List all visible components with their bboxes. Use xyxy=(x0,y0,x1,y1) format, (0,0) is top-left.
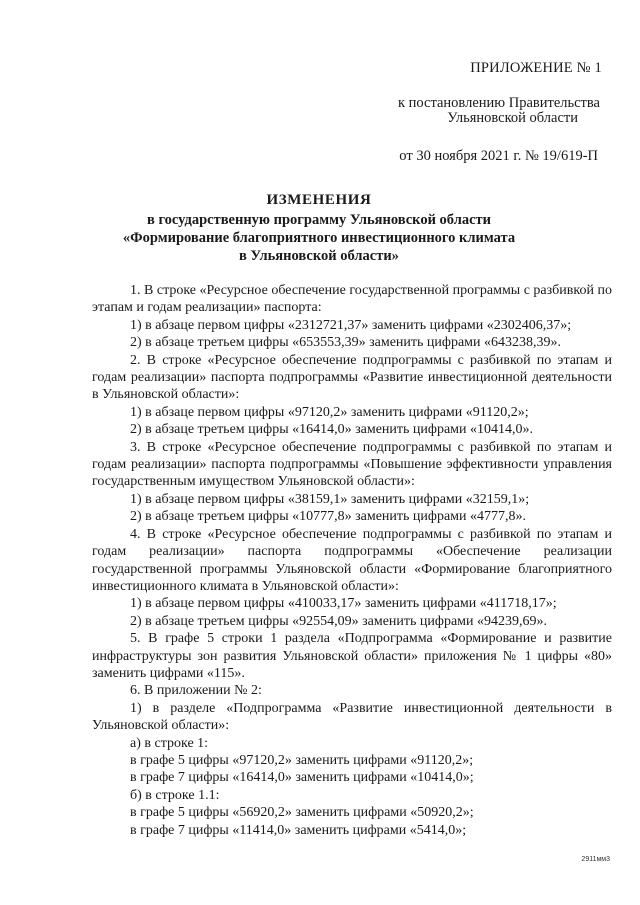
document-title: ИЗМЕНЕНИЯ xyxy=(266,192,372,208)
title-line-3: в Ульяновской области» xyxy=(239,248,399,264)
document-code: 2911мм3 xyxy=(581,856,610,863)
paragraph: 2) в абзаце третьем цифры «92554,09» заменить цифрами «94239,69». xyxy=(130,613,548,629)
document-body xyxy=(92,282,612,839)
resolution-date-number: от 30 ноября 2021 г. № 19/619-П xyxy=(399,148,598,164)
paragraph: в графе 7 цифры «16414,0» заменить цифрами «10414,0»; xyxy=(130,770,474,786)
paragraph: в графе 5 цифры «56920,2» заменить цифрами «50920,2»; xyxy=(130,805,474,821)
paragraph: б) в строке 1.1: xyxy=(130,787,220,803)
paragraph: 2) в абзаце третьем цифры «10777,8» заменить цифрами «4777,8». xyxy=(130,509,527,525)
paragraph: 5. В графе 5 строки 1 раздела «Подпрограмма «Формирование и развитие инфраструктуры зон развития Ульяновской области» приложения № 1 цифры «80» заменить цифрами «115». xyxy=(92,631,612,681)
paragraph: 4. В строке «Ресурсное обеспечение подпрограммы с разбивкой по этапам и годам реализации» паспорта подпрограммы «Обеспечение реализации государственной программы Ульяновской области «Формирование благоприятного инвестиционного климата в Ульяновской области»: xyxy=(92,526,612,594)
paragraph: а) в строке 1: xyxy=(130,735,209,751)
paragraph: в графе 7 цифры «11414,0» заменить цифрами «5414,0»; xyxy=(130,822,467,838)
region-name: Ульяновской области xyxy=(447,110,578,126)
resolution-reference: к постановлению Правительства xyxy=(398,95,600,111)
paragraph: 1) в разделе «Подпрограмма «Развитие инвестиционной деятельности в Ульяновской области»: xyxy=(92,700,612,734)
paragraph: 1) в абзаце первом цифры «97120,2» заменить цифрами «91120,2»; xyxy=(130,404,529,420)
title-line-1: в государственную программу Ульяновской области xyxy=(146,212,491,228)
appendix-label: ПРИЛОЖЕНИЕ № 1 xyxy=(470,60,602,76)
paragraph: 2. В строке «Ресурсное обеспечение подпрограммы с разбивкой по этапам и годам реализации» паспорта подпрограммы «Развитие инвестиционной деятельности в Ульяновской области»: xyxy=(92,352,612,403)
paragraph: 3. В строке «Ресурсное обеспечение подпрограммы с разбивкой по этапам и годам реализации» паспорта подпрограммы «Повышение эффективности управления государственным имуществом Ульяновской области»: xyxy=(92,439,612,490)
paragraph: 1) в абзаце первом цифры «38159,1» заменить цифрами «32159,1»; xyxy=(130,491,530,507)
paragraph: 1) в абзаце первом цифры «2312721,37» заменить цифрами «2302406,37»; xyxy=(130,317,572,333)
paragraph: 1. В строке «Ресурсное обеспечение государственной программы с разбивкой по этапам и годам реализации» паспорта: xyxy=(92,283,612,316)
title-line-2: «Формирование благоприятного инвестиционного климата xyxy=(122,230,516,246)
paragraph: 2) в абзаце третьем цифры «653553,39» заменить цифрами «643238,39». xyxy=(130,335,562,351)
paragraph: в графе 5 цифры «97120,2» заменить цифрами «91120,2»; xyxy=(130,752,474,768)
paragraph: 1) в абзаце первом цифры «410033,17» заменить цифрами «411718,17»; xyxy=(130,596,557,612)
paragraph: 2) в абзаце третьем цифры «16414,0» заменить цифрами «10414,0». xyxy=(130,422,534,438)
paragraph: 6. В приложении № 2: xyxy=(130,683,262,699)
